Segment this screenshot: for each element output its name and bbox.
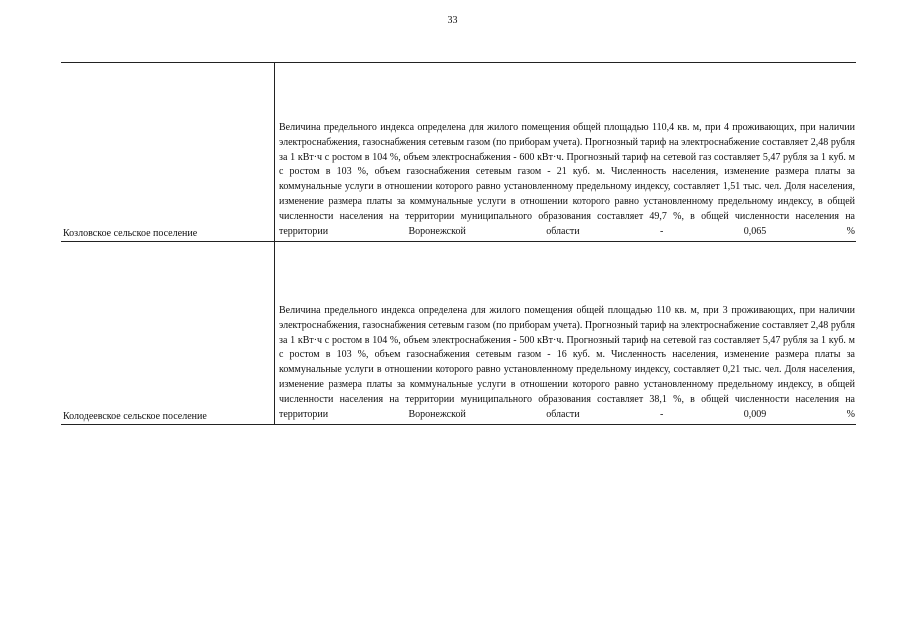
settlement-name: Колодеевское сельское поселение (63, 411, 207, 422)
table-row (61, 242, 856, 425)
tariff-description: Величина предельного индекса определена для жилого помещения общей площадью 110 кв. м, при 3 проживающих, при наличии электроснабжения, газоснабжения сетевым газом (по приборам учета). Прогнозный тариф на электроснабжение составляет 2,48 рубля за 1 кВт·ч с ростом в 104 %, объем электроснабжения - 500 кВт·ч. Прогнозный тариф на сетевой газ составляет 5,47 рубля за 1 куб. м с ростом в 103 %, объем газоснабжения сетевым газом - 16 куб. м. Численность населения, изменение размера платы за коммунальные услуги в отношении которого равно установленному предельному индексу, составляет 0,21 тыс. чел. Доля населения, изменение размера платы за коммунальные услуги в отношении которого равно установленному предельному индексу, в общей численности населения на территории муниципального образования составляет 38,1 %, в общей численности населения на территории Воронежской области - 0,009 % (279, 304, 855, 421)
tariff-description: Величина предельного индекса определена для жилого помещения общей площадью 110,4 кв. м, при 4 проживающих, при наличии электроснабжения, газоснабжения сетевым газом (по приборам учета). Прогнозный тариф на электроснабжение составляет 2,48 рубля за 1 кВт·ч с ростом в 104 %, объем электроснабжения - 600 кВт·ч. Прогнозный тариф на сетевой газ составляет 5,47 рубля за 1 куб. м с ростом в 103 %, объем газоснабжения сетевым газом - 21 куб. м. Численность населения, изменение размера платы за коммунальные услуги в отношении которого равно установленному предельному индексу, составляет 1,51 тыс. чел. Доля населения, изменение размера платы за коммунальные услуги в отношении которого равно установленному предельному индексу, в общей численности населения на территории муниципального образования составляет 49,7 %, в общей численности населения на территории Воронежской области - 0,065 % (279, 121, 855, 238)
column-divider (274, 242, 275, 424)
column-divider (274, 63, 275, 241)
settlement-name: Козловское сельское поселение (63, 228, 198, 239)
table-row (61, 63, 856, 242)
page-number: 33 (447, 15, 458, 26)
